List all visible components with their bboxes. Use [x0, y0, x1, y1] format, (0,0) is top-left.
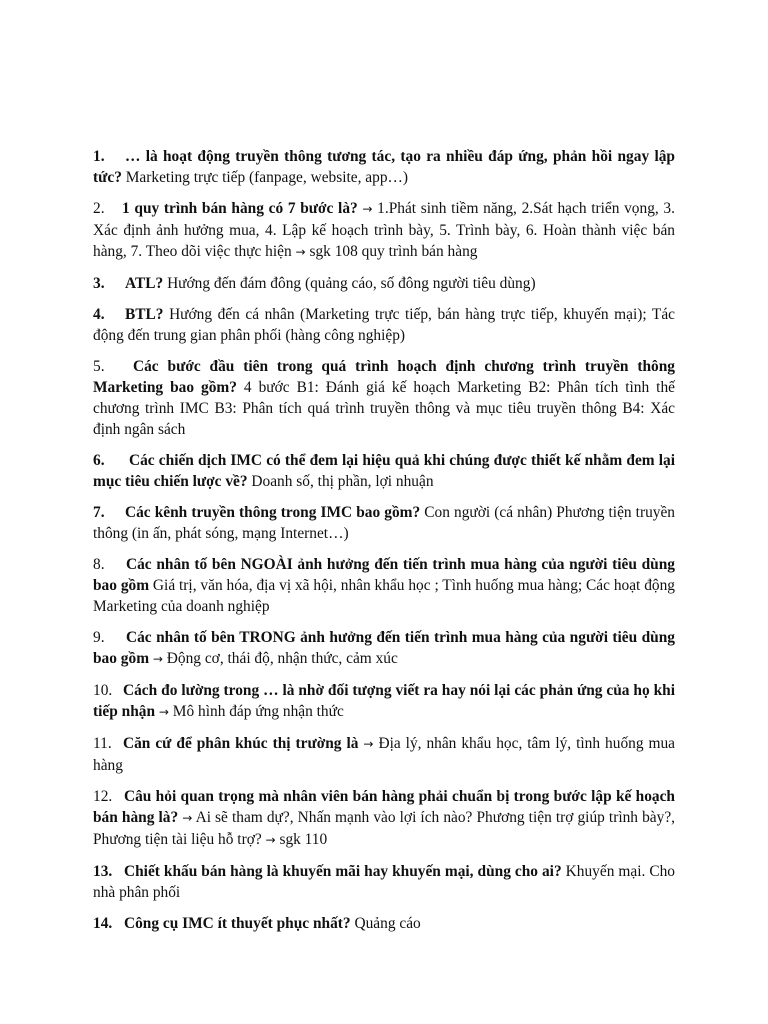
answer-text: Quảng cáo	[354, 915, 421, 932]
question-item	[93, 273, 675, 294]
question-item	[93, 554, 675, 617]
question-item	[93, 861, 675, 903]
answer-text: Giá trị, văn hóa, địa vị xã hội, nhân khẩu học ; Tình huống mua hàng; Các hoạt động Marketing của doanh nghiệp	[93, 577, 675, 615]
answer-text: Khuyến mại. Cho nhà phân phối	[93, 863, 675, 901]
document-page	[93, 146, 675, 944]
question-text: … là hoạt động truyền thông tương tác, tạo ra nhiều đáp ứng, phản hồi ngay lập tức?	[93, 148, 675, 186]
arrow-icon: →	[295, 245, 306, 259]
question-item	[93, 450, 675, 492]
question-number: 8.	[93, 556, 105, 573]
question-number: 5.	[93, 358, 105, 375]
question-text: Các bước đầu tiên trong quá trình hoạch định chương trình truyền thông Marketing bao gồm?	[93, 358, 675, 396]
answer-text: Mô hình đáp ứng nhận thức	[172, 703, 344, 720]
answer-text: Con người (cá nhân) Phương tiện truyền thông (in ấn, phát sóng, mạng Internet…)	[93, 504, 676, 542]
question-number: 2.	[93, 200, 105, 217]
question-text: Các nhân tố bên NGOÀI ảnh hưởng đến tiến trình mua hàng của người tiêu dùng bao gồm	[93, 556, 675, 594]
question-text: 1 quy trình bán hàng có 7 bước là?	[122, 200, 358, 217]
answer-text: Hướng đến cá nhân (Marketing trực tiếp, bán hàng trực tiếp, khuyến mại); Tác động đến trung gian phân phối (hàng công nghiệp)	[93, 306, 675, 344]
question-text: Chiết khấu bán hàng là khuyến mãi hay khuyến mại, dùng cho ai?	[124, 863, 562, 880]
question-number: 4.	[93, 306, 105, 323]
question-text: Căn cứ để phân khúc thị trường là	[123, 735, 359, 752]
question-text: Câu hỏi quan trọng mà nhân viên bán hàng phải chuẩn bị trong bước lập kế hoạch bán hàng là?	[93, 788, 675, 826]
question-number: 6.	[93, 452, 105, 469]
question-item	[93, 356, 675, 440]
question-item	[93, 680, 675, 723]
question-number: 9.	[93, 629, 105, 646]
answer-text: Doanh số, thị phần, lợi nhuận	[251, 473, 434, 490]
arrow-icon: →	[182, 811, 193, 825]
question-item	[93, 198, 675, 263]
answer-text: Marketing trực tiếp (fanpage, website, app…)	[125, 169, 409, 186]
answer-text: 4 bước B1: Đánh giá kế hoạch Marketing B2: Phân tích tình thế chương trình IMC B3: Phân tích quá trình truyền thông và mục tiêu truyền thông B4: Xác định ngân sách	[93, 379, 675, 438]
question-number: 3.	[93, 275, 105, 292]
question-item	[93, 146, 675, 188]
question-item	[93, 627, 675, 670]
question-item	[93, 733, 675, 776]
question-number: 14.	[93, 915, 113, 932]
question-text: ATL?	[125, 275, 164, 292]
question-number: 10.	[93, 682, 113, 699]
question-item	[93, 913, 675, 934]
answer-text: 1.Phát sinh tiềm năng, 2.Sát hạch triển vọng, 3. Xác định ảnh hưởng mua, 4. Lập kế hoạch trình bày, 5. Trình bày, 6. Hoàn thành việc bán hàng, 7. Theo dõi việc thực hiện	[93, 200, 675, 260]
question-item	[93, 304, 675, 346]
question-text: Cách đo lường trong … là nhờ đối tượng viết ra hay nói lại các phản ứng của họ khi tiếp nhận	[93, 682, 675, 720]
question-text: Công cụ IMC ít thuyết phục nhất?	[124, 915, 351, 932]
question-text: Các chiến dịch IMC có thể đem lại hiệu quả khi chúng được thiết kế nhằm đem lại mục tiêu chiến lược về?	[93, 452, 675, 490]
question-number: 12.	[93, 788, 113, 805]
arrow-icon: →	[152, 652, 163, 666]
question-item	[93, 786, 675, 851]
arrow-icon: →	[363, 737, 374, 751]
question-text: BTL?	[125, 306, 164, 323]
arrow-icon: →	[158, 705, 169, 719]
question-item	[93, 502, 675, 544]
answer-text: Ai sẽ tham dự?, Nhấn mạnh vào lợi ích nào? Phương tiện trợ giúp trình bày?, Phương tiện tài liệu hỗ trợ?	[93, 809, 675, 848]
question-number: 7.	[93, 504, 105, 521]
answer-text: Hướng đến đám đông (quảng cáo, số đông người tiêu dùng)	[167, 275, 536, 292]
question-number: 1.	[93, 148, 105, 165]
question-number: 13.	[93, 863, 113, 880]
question-number: 11.	[93, 735, 112, 752]
arrow-icon: →	[265, 833, 276, 847]
arrow-icon: →	[362, 202, 373, 216]
answer-reference: sgk 110	[279, 831, 328, 848]
question-text: Các nhân tố bên TRONG ảnh hưởng đến tiến trình mua hàng của người tiêu dùng bao gồm	[93, 629, 675, 667]
question-text: Các kênh truyền thông trong IMC bao gồm?	[125, 504, 421, 521]
answer-reference: sgk 108 quy trình bán hàng	[309, 243, 478, 260]
answer-text: Địa lý, nhân khẩu học, tâm lý, tình huống mua hàng	[93, 735, 675, 774]
answer-text: Động cơ, thái độ, nhận thức, cảm xúc	[166, 650, 398, 667]
